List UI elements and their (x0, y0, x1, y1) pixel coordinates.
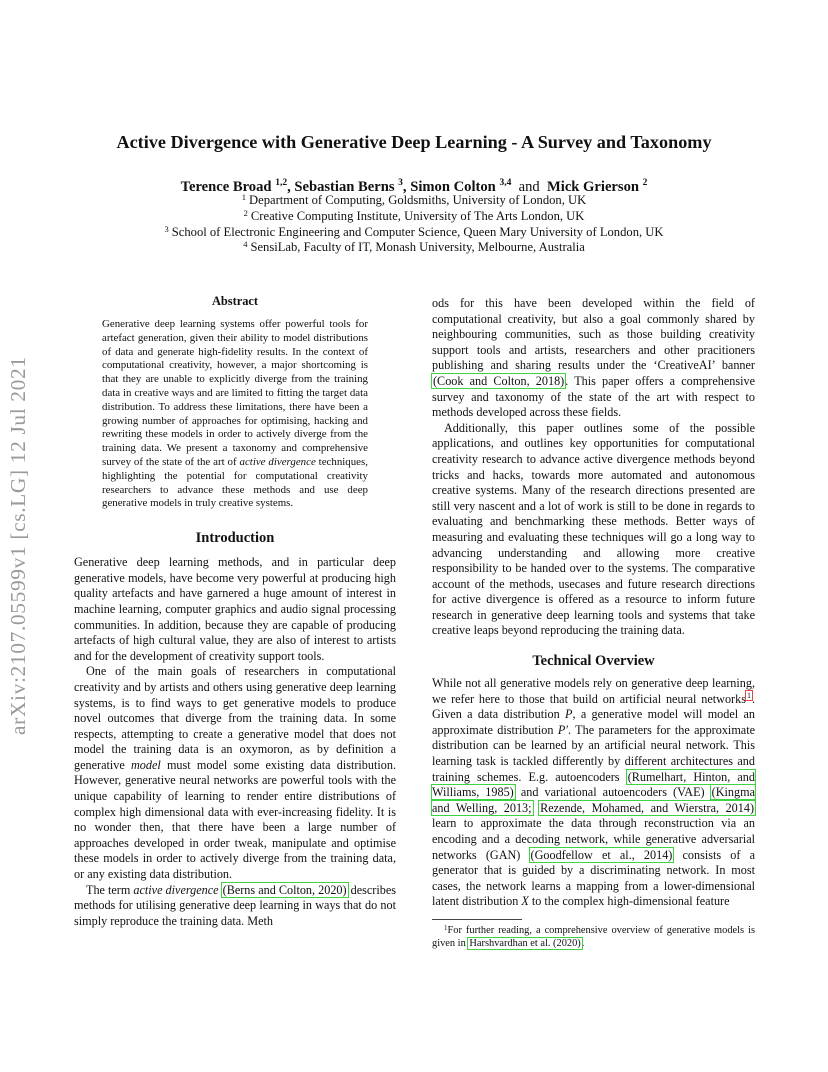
affiliation (60, 240, 768, 256)
citation-link[interactable]: (Goodfellow et al., 2014) (530, 847, 673, 862)
citation-link[interactable]: (Cook and Colton, 2018) (433, 373, 565, 388)
arxiv-stamp: arXiv:2107.05599v1 [cs.LG] 12 Jul 2021 (6, 356, 30, 735)
paragraph: ods for this have been developed within the field of computational creativity, but also a goal commonly shared by neighbouring communities, such as those building creativity support tools and artists, researchers and other pracitioners publishing and sharing results under the ‘CreativeAI’ banner (Cook and Colton, 2018). This paper offers a comprehensive survey and taxonomy of the state of the art with respect to methods developed across these fields. (432, 296, 755, 420)
affiliation (60, 225, 768, 241)
section-heading-introduction: Introduction (195, 530, 275, 547)
section-heading-technical-overview: Technical Overview (532, 653, 655, 670)
emphasis: active divergence (133, 882, 219, 897)
affiliation-text: Department of Computing, Goldsmiths, University of London, UK (249, 193, 587, 207)
author-and: and (518, 178, 540, 195)
footnote-divider (432, 919, 522, 920)
left-column (74, 293, 396, 929)
emphasis: model (130, 757, 161, 772)
abstract-text: Generative deep learning systems offer powerful tools for artefact generation, given their ability to model distributions of data and generate high-fidelity results. In the context of computational creativity, however, a major shortcoming is that they are unable to explicitly diverge from the training data in creative ways and are limited to fitting the target data distribution. To address these limitations, there have been a growing number of approaches for optimising, hacking and rewriting these models in order to actively diverge from the training data. We present a taxonomy and comprehensive survey of the state of the art of active divergence techniques, highlighting the potential for computational creativity researchers to advance these methods and use deep generative models in truly creative systems. (102, 318, 368, 510)
affiliation-number: 1 (241, 192, 247, 202)
author-affil-mark: 3,4 (499, 178, 512, 188)
paragraph: While not all generative models rely on generative deep learning, we refer here to those that build on artificial neural networks$^1$. Given a data distribution P, a generative model will model an approximate distribution P′. The parameters for the approximate distribution can be learned by an artificial neural network. This learning task is tackled differently by different architectures and training schemes. E.g. autoencoders (Rumelhart, Hinton, and Williams, 1985) and variational autoencoders (VAE) (Kingma and Welling, 2013; Rezende, Mohamed, and Wierstra, 2014) learn to approximate the data through reconstruction via an encoding and a decoding network, while generative adversarial networks (GAN) (Goodfellow et al., 2014) consists of a generator that is guided by a discriminating network. In most cases, the network learns a mapping from a lower-dimensional latent distribution X to the complex high-dimensional feature (432, 676, 755, 909)
affiliation-number: 3 (164, 223, 169, 234)
author-affil-mark: 3 (398, 178, 403, 188)
citation-link[interactable]: Harshvardhan et al. (2020) (469, 938, 581, 949)
paragraph: The term active divergence (Berns and Colton, 2020) describes methods for utilising generative deep learning in ways that do not simply reproduce the training data. Meth (74, 882, 396, 928)
affiliation-text: SensiLab, Faculty of IT, Monash University, Melbourne, Australia (250, 240, 585, 255)
author-name: Simon Colton (410, 178, 496, 195)
paragraph: Additionally, this paper outlines some of the possible applications, and outlines key opportunities for computational creativity research to advance active divergence methods beyond tricks and hacks, towards more automated and autonomous creative systems. Many of the research directions presented are still very nascent and a lot of work is still to be done in regards to evaluating and benchmarking these methods. Better ways of measuring and evaluating these techniques will go a long way to advancing understanding and allowing more creative responsibility to be handed over to the systems. The comparative account of the methods, usecases and future research directions for active divergence is offered as a resource to inform future research in generative deep learning tools and systems that take creative leaps beyond reproducing the training data. (432, 420, 755, 638)
affiliation (60, 193, 768, 209)
citation-link[interactable]: (Berns and Colton, 2020) (222, 882, 347, 897)
footnote-link[interactable]: 1 (746, 690, 751, 700)
author-affil-mark: 2 (642, 178, 648, 188)
citation-link[interactable]: (Kingma and Welling, 2013; (432, 785, 755, 815)
author-list: Terence Broad $^{1,2}$, Sebastian Berns $^3$, Simon Colton $^{3,4}$ and Mick Grierson $^2$ (180, 178, 648, 195)
affiliation (60, 209, 768, 225)
math-symbol: P′ (557, 722, 568, 737)
author-affil-mark: 1,2 (275, 178, 288, 188)
math-symbol: X (521, 894, 529, 909)
abstract-heading: Abstract (211, 294, 259, 308)
author-name: Sebastian Berns (294, 178, 395, 195)
paper-title: Active Divergence with Generative Deep Learning - A Survey and Taxonomy (116, 132, 712, 152)
affiliation-number: 2 (243, 207, 248, 218)
author-name: Terence Broad (180, 178, 272, 195)
affiliation-list (60, 193, 768, 256)
right-column (432, 296, 755, 910)
footnote: $^1$For further reading, a comprehensive overview of generative models is given in Harshvardhan et al. (2020). (432, 924, 755, 949)
author-name: Mick Grierson (546, 178, 639, 195)
affiliation-number: 4 (243, 239, 248, 250)
emphasis: active divergence (239, 455, 316, 468)
citation-link[interactable]: Rezende, Mohamed, and Wierstra, 2014) (540, 800, 755, 815)
citation-link[interactable]: (Rumelhart, Hinton, and Williams, 1985) (432, 769, 755, 800)
paragraph: Generative deep learning methods, and in particular deep generative models, have become very powerful at producing high quality artefacts and have garnered a huge amount of interest in machine learning, computer graphics and audio signal processing communities. In addition, because they are capable of producing artefacts of high cultural value, they are also of interest to artists and for the development of creativity support tools. (74, 555, 396, 663)
paragraph: One of the main goals of researchers in computational creativity and by artists and others using generative deep learning systems, is to find ways to get generative models to produce novel outcomes that diverge from the training data. In some respects, attempting to create a generative model that does not model the training data is an oxymoron, as by definition a generative model must model some existing data distribution. However, generative neural networks are powerful tools with the unique capability of learning to render entire distributions of complex high dimensional data with ever-increasing fidelity. It is no wonder then, that there have been a large number of approaches developed in order tweak, manipulate and optimise these models in order to actively diverge from the training data, or any existing data distribution. (74, 664, 396, 882)
footnote-number: 1 (444, 924, 448, 932)
affiliation-text: School of Electronic Engineering and Computer Science, Queen Mary University of London, UK (171, 224, 664, 239)
affiliation-text: Creative Computing Institute, University of The Arts London, UK (250, 208, 585, 223)
math-symbol: P (565, 707, 573, 722)
